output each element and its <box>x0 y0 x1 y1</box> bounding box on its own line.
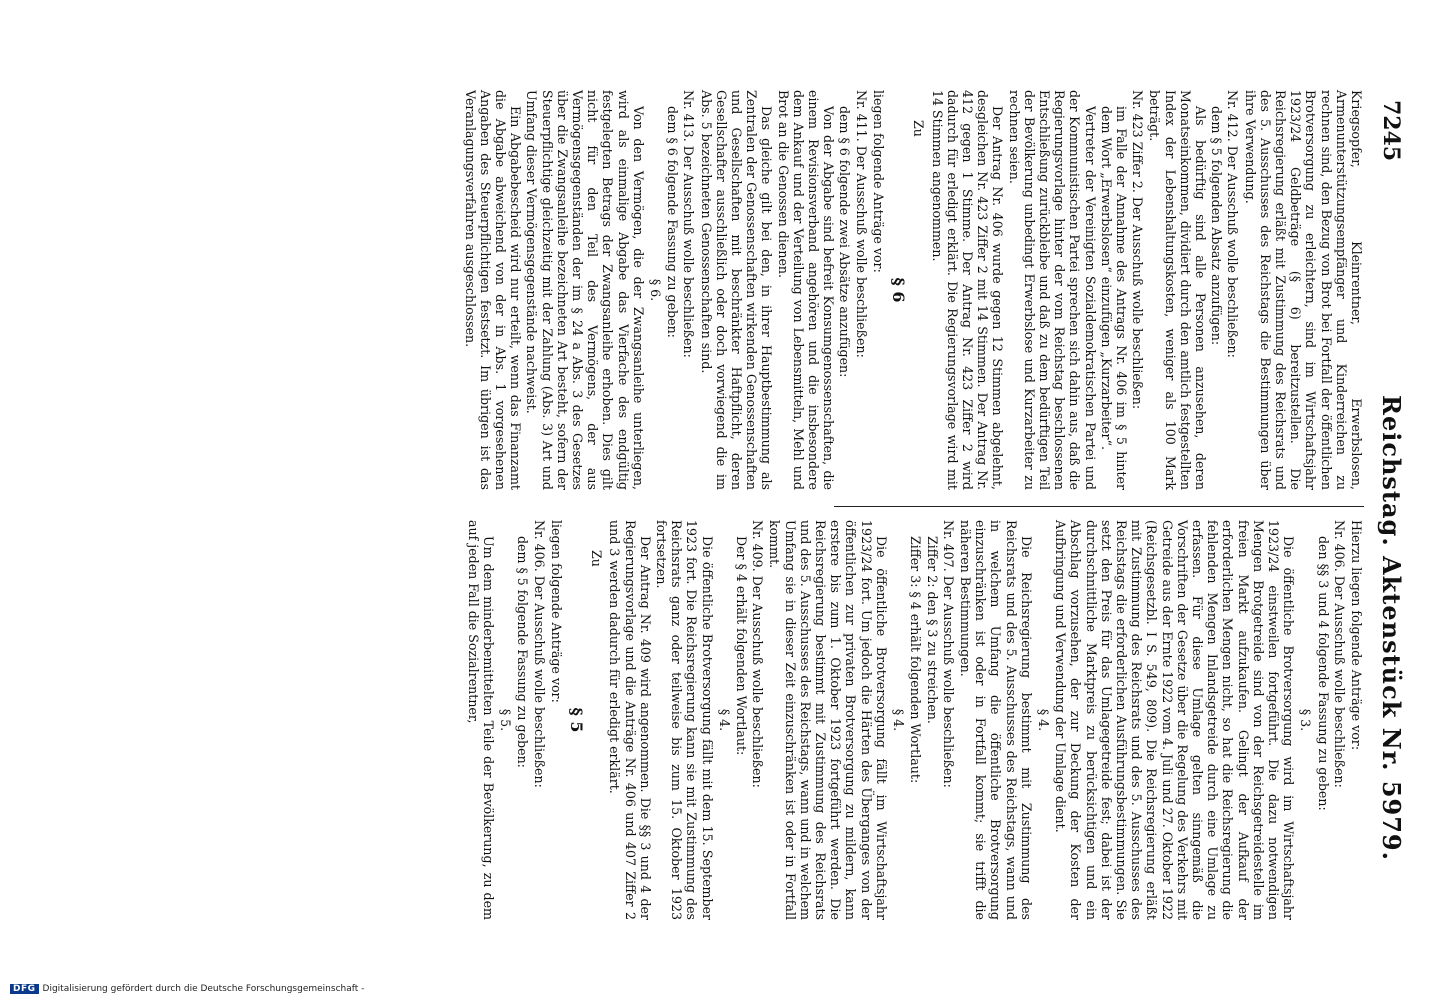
paragraph: dem § 5 folgenden Absatz anzufügen: <box>1209 106 1225 346</box>
page-heading: Reichstag. Aktenstück Nr. 5979. <box>1377 395 1406 861</box>
paragraph: Nr. 407. Der Ausschuß wolle beschließen: <box>940 520 956 788</box>
paragraph: Der Antrag Nr. 406 wurde gegen 12 Stimmen abgelehnt, desgleichen Nr. 423 Ziffer 2 mit 14 Stimmen. Der Antrag Nr. 412 gegen 1 Stimme. Der Antrag Nr. 423 Ziffer 2 wird dadurch für erledigt erklärt. Die Regierungsvorlage wird mit 14 Stimmen angenommen. <box>929 90 1006 490</box>
paragraph: Um dem minderbemittelten Teile der Bevölkerung, zu dem auf jeden Fall die Sozialrentner, <box>465 520 497 920</box>
right-column <box>465 520 1364 920</box>
paragraph: Die öffentliche Brotversorgung wird im Wirtschaftsjahr 1923/24 einstweilen fortgeführt. Die dazu notwendigen Mengen Brotgetreide sind von der Reichsgetreidestelle im freien Markt aufzukaufen. Gelingt der Aufkauf der erforderlichen Mengen nicht, so hat die Reichsregierung die fehlenden Mengen Inlandsgetreide durch eine Umlage zu erfassen. Für diese Umlage gelten sinngemäß die Vorschriften der Gesetze über die Regelung des Verkehrs mit Getreide aus der Ernte 1922 vom 4. Juli und 27. Oktober 1922 (Reichsgesetzbl. I S. 549, 809). Die Reichsregierung erläßt mit Zustimmung des Reichsrats und des 5. Ausschusses des Reichstags die erforderlichen Ausführungsbestimmungen. Sie setzt den Preis für das Umlagegetreide fest; dabei ist der durchschnittliche Marktpreis zu berücksichtigen und ein Abschlag vorzusehen, der zur Deckung der Kosten der Aufbringung und Verwendung der Umlage dient. <box>1053 520 1297 920</box>
paragraph: § 6 <box>889 277 909 303</box>
paragraph: § 5. <box>498 708 514 732</box>
paragraph: Das gleiche gilt bei den, in ihrer Hauptbestimmung als Zentralen der Genossenschaften wirkenden Genossenschaften und Gesellschaften mit beschränkter Haftpflicht, deren Gesellschafter ausschließlich oder doch vorwiegend die im Abs. 5 bezeichneten Genossenschaften sind. <box>698 90 775 490</box>
paragraph: Vertreter der Vereinigten Sozialdemokratischen Partei und der Kommunistischen Partei sprechen sich dahin aus, daß die Regierungsvorlage hinter der vom Reichstag beschlossenen Entschließung zurückbleibe und daß zu dem bedürftigen Teil der Bevölkerung unbedingt Erwerbslose und Kurzarbeiter zu rechnen seien. <box>1006 90 1098 490</box>
paragraph: Nr. 406. Der Ausschuß wolle beschließen: <box>531 520 547 788</box>
paragraph: dem § 5 folgende Fassung zu geben: <box>515 536 531 768</box>
paragraph: Kriegsopfer, Kleinrentner, Erwerbslosen, Armenunterstützungsempfänger und Kinderreichen zu rechnen sind, den Bezug von Brot bei Fortfall der öffentlichen Brotversorgung zu erleichtern, sind im Wirtschaftsjahr 1923/24 Geldbeträge (§ 6) bereitzustellen. Die Reichsregierung erläßt mit Zustimmung des Reichsrats und des 5. Ausschusses des Reichstags die Bestimmungen über ihre Verwendung. <box>1242 90 1364 490</box>
paragraph: im Falle der Annahme des Antrags Nr. 406 im § 5 hinter dem Wort „Erwerbslosen“ einzufügen „Kurzarbeiter“. <box>1098 106 1129 490</box>
paragraph: den §§ 3 und 4 folgende Fassung zu geben: <box>1315 536 1331 811</box>
paragraph: Die öffentliche Brotversorgung fällt mit dem 15. September 1923 fort. Die Reichsregierung kann sie mit Zustimmung des Reichsrats ganz oder teilweise bis zum 15. Oktober 1923 fortsetzen. <box>654 520 715 920</box>
running-head <box>1372 100 1412 960</box>
paragraph: Als bedürftig sind alle Personen anzusehen, deren Monatseinkommen, dividiert durch den amtlich festgestellten Index der Lebenshaltungskosten, weniger als 100 Mark beträgt. <box>1147 90 1208 490</box>
paragraph: Nr. 412. Der Ausschuß wolle beschließen: <box>1225 90 1241 358</box>
paragraph: Von der Abgabe sind befreit Konsumgenossenschaften, die einem Revisionsverband angehören und die insbesondere dem Ankauf und der Verteilung von Lebensmitteln, Mehl und Brot an die Genossen dienen. <box>775 90 837 490</box>
left-column <box>461 90 1364 490</box>
paragraph: Hierzu liegen folgende Anträge vor: <box>1349 520 1364 751</box>
column-divider <box>834 506 1364 507</box>
paragraph: § 4. <box>1035 708 1051 732</box>
dfg-logo: DFG <box>10 984 39 994</box>
footer-note: Digitalisierung gefördert durch die Deutsche Forschungsgemeinschaft - <box>42 984 365 994</box>
paragraph: Der Antrag Nr. 409 wird angenommen. Die §§ 3 und 4 der Regierungsvorlage und die Anträge Nr. 406 und 407 Ziffer 2 und 3 werden dadurch für erledigt erklärt. <box>607 520 653 920</box>
paragraph: Ziffer 2: den § 3 zu streichen. <box>924 536 940 724</box>
paragraph: liegen folgende Anträge vor: <box>870 90 886 273</box>
paragraph: § 4. <box>891 708 907 732</box>
page-number: 7245 <box>1378 100 1404 162</box>
paragraph: § 3. <box>1298 708 1314 732</box>
paragraph: Die öffentliche Brotversorgung fällt im Wirtschaftsjahr 1923/24 fort. Um jedoch die Härten des Überganges von der öffentlichen zur privaten Brotversorgung zu mildern, kann erstere bis zum 1. Oktober 1923 fortgeführt werden. Die Reichsregierung bestimmt mit Zustimmung des Reichsrats und des 5. Ausschusses des Reichstags, wann und in welchem Umfang sie in dieser Zeit einzuschränken ist oder in Fortfall kommt. <box>767 520 889 920</box>
paragraph: § 6. <box>648 278 664 302</box>
paragraph: Ein Abgabebescheid wird nur erteilt, wenn das Finanzamt die Abgabe abweichend von der in Abs. 1 vorgesehenen Angaben des Steuerpflichtigen festsetzt. Im übrigen ist das Veranlagungsverfahren ausgeschlossen. <box>462 90 524 490</box>
paragraph: Zu <box>589 550 605 567</box>
paragraph: dem § 6 folgende Fassung zu geben: <box>665 106 681 338</box>
paragraph: § 4. <box>716 708 732 732</box>
paragraph: liegen folgende Anträge vor: <box>548 520 564 703</box>
paragraph: Die Reichsregierung bestimmt mit Zustimmung des Reichsrats und des 5. Ausschusses des Reichstags, wann und in welchem Umfang die öffentliche Brotversorgung einzuschränken ist oder in Fortfall kommt; sie trifft die näheren Bestimmungen. <box>957 520 1034 920</box>
paragraph: Nr. 409. Der Ausschuß wolle beschließen: <box>750 520 766 788</box>
paragraph: Von den Vermögen, die der Zwangsanleihe unterliegen, wird als einmalige Abgabe das Vierfache des endgültig festgelegten Betrags der Zwangsanleihe erhoben. Dies gilt nicht für den Teil des Vermögens, der aus Vermögensgegenständen der im § 24 a Abs. 3 des Gesetzes über die Zwangsanleihe bezeichneten Art besteht, sofern der Steuerpflichtige gleichzeitig mit der Zahlung (Abs. 3) Art und Umfang dieser Vermögensgegenstände nachweist. <box>524 90 646 490</box>
paragraph: Zu <box>911 120 927 137</box>
paragraph: Ziffer 3: § 4 erhält folgenden Wortlaut: <box>908 536 924 784</box>
paragraph: Nr. 411. Der Ausschuß wolle beschließen: <box>853 90 869 358</box>
paragraph: Nr. 406. Der Ausschuß wolle beschließen: <box>1331 520 1347 788</box>
footer <box>10 984 364 994</box>
paragraph: Nr. 413. Der Ausschuß wolle beschließen: <box>681 90 697 358</box>
paragraph: Nr. 423 Ziffer 2. Der Ausschuß wolle beschließen: <box>1130 90 1146 410</box>
paragraph: dem § 6 folgende zwei Absätze anzufügen: <box>837 106 853 378</box>
paragraph: § 5 <box>567 707 587 733</box>
paragraph: Der § 4 erhält folgenden Wortlaut: <box>734 536 750 756</box>
